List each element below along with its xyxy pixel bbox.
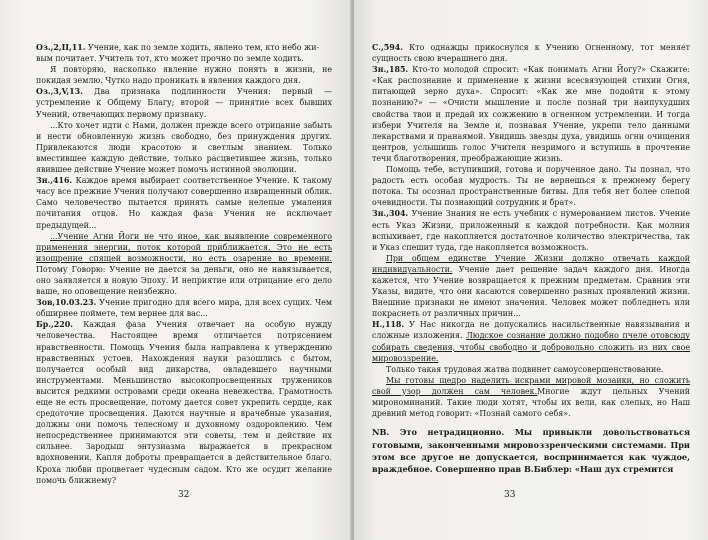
page-number-right: 33 [504, 490, 516, 500]
citation-ref: Н.,118. [372, 320, 405, 330]
paragraph [372, 164, 690, 208]
paragraph-text: Учение дает решение задач каждого дня. Иногда кажется, что Учение возвращается к прежним предметам. Сравнив эти Указы, видите, что они касаются совершенно разных проявлений жизни. Внешние признаки не имеют значения. Человек может побледнеть или покраснеть от различных причин... [372, 264, 690, 319]
paragraph [36, 297, 332, 319]
paragraph-text: Кто однажды прикоснулся к Учению Огненному, тот меняет сущность свою вчерашнего дня. [372, 43, 690, 64]
right-text-column [372, 42, 690, 476]
paragraph-text: вым почитает. Учитель тот, кто может прочно по земле ходить. [36, 54, 304, 64]
paragraph [36, 175, 332, 230]
paragraph [36, 42, 332, 53]
paragraph [372, 364, 690, 375]
citation-ref: Зн.,416. [36, 176, 73, 186]
paragraph [372, 64, 690, 164]
left-page [0, 0, 352, 540]
paragraph-text: Кто-то молодой спросит: «Как понимать Агни Йогу?» Скажите: «Как распознание и применение к жизни всесвязующей стихии Огня, питающей зерно духа». Спросит: «Как же мне подойти к этому познанию?» — «Очисти мышление и после познай три наипухудших свойства твои и предай их сожжению в огненном устремлении. И тогда избери Учителя на Земле и, познавая Учение, укрепи тело данными лекарствами и пранаямой. Увидишь звезды духа, увидишь огни очищения центров, услышишь голос Учителя незримого и вступишь в прочтение течи благотворения, преображающие жизнь. [372, 65, 690, 163]
paragraph-text: Потому Говорю: Учение не дается за деньги, оно не навязывается, оно заявляется в новую Эпоху. И неприятие или отрицание его дело ваше, но оповещение неизбежно. [36, 264, 332, 297]
paragraph-text: Я повторяю, насколько явление нужно понять в жизни, не покидая землю. Чутко надо проникать в явления каждого дня. [36, 65, 332, 86]
paragraph [372, 253, 690, 320]
citation-ref: Зн.,304. [372, 209, 409, 219]
underlined-text: Мы готовы щедро наделить искрами мировой мозаики, но сложить свой узор должен сам человек. [372, 375, 690, 396]
paragraph-text: У Нас никогда не допускались насильственные навязывания и сложные изложения. [372, 320, 690, 341]
citation-ref: Зн.,185. [372, 65, 409, 75]
right-page [354, 0, 708, 540]
citation-ref: Зов,10.03.23. [36, 298, 97, 308]
paragraph [36, 319, 332, 485]
paragraph-text: Учение Знания не есть учебник с нумерованием листов. Учение есть Указ Жизни, приложенный к каждой потребности. Как молния вспыхивает, где накопляется достаточное количество электричества, так и Указ спешит туда, где накопляется возможность. [372, 209, 690, 252]
paragraph-text: ...Кто хочет идти с Нами, должен прежде всего отрицание забыть и нести обновленную жизнь свободно, без принуждения других. Привлекаются люди красотою и светлым знанием. Только вместившее каждую действие, только расцветившее жизнь, только явившее действие Учение может помочь истинной эволюции. [36, 120, 332, 175]
citation-ref: С.,594. [372, 43, 403, 52]
nb-note: NB. Это нетрадиционно. Мы привыкли довольствоваться готовыми, законченными мировоззренческими системами. При этом все другое не допускается, воспринимается как чуждое, враждебное. Совершенно прав В.Библер: «Наш дух стремится [372, 427, 690, 475]
spacer [372, 419, 690, 424]
paragraph [372, 42, 690, 64]
paragraph [372, 319, 690, 363]
page-number-left: 32 [178, 490, 190, 500]
citation-ref: Оз.,2,II,11. [36, 43, 86, 52]
paragraph-text: Помощь тебе, вступивший, готова и порученное дано. Ты познал, что радость есть особая мудрость. Ты не вернешься к прежнему берегу потока. Ты осознал пространственные битвы. Для тебя нет более слепой очевидности. Ты познающий сотрудник и брат». [372, 165, 690, 208]
paragraph-text: Учение пригодно для всего мира, для всех сущих. Чем обширнее поймете, тем вернее для вас... [36, 298, 332, 319]
citation-ref: Оз.,3,V,13. [36, 87, 83, 97]
paragraph [372, 375, 690, 419]
underlined-text: При общем единстве Учение Жизни должно отвечать каждой индивидуальности. [372, 253, 690, 274]
paragraph-text: Только такая трудовая жатва подвинет самоусовершенствование. [386, 364, 664, 374]
paragraph-text: Каждая фаза Учения отвечает на особую нужду человечества. Настоящее время отличается потрясением нравственности. Помощь Учения была направлена к утверждению нравственных устоев. Нахождения науки разошлись с бытом, получается особый вид дикарства, овладевшего научными инструментами. Меньшинство высокопросвещенных тружеников высится редкими островами среди океана невежества. Грамотность еще не есть просвещение, потому дается совет укрепить сердце, как средоточие просвещения. Даются научные и врачебные указания, должны они помочь телесному и духовному оздоровлению. Чем непосредственнее принимаются эти советы, тем и действие их сильнее. Зародыш энтузиазма выражается в прекрасном вдохновении. Капля доброты превращается в действительное благо. Кроха любви процветает чудесным садом. Кто же осудит желание помочь ближнему? [36, 320, 332, 485]
paragraph-text: Многие ждут цельных Учений мирономинаний. Такие люди хотят, чтобы их вели, как слепых, но Наш древний метод говорит: «Познай самого себя». [372, 386, 690, 419]
citation-ref: Бр.,220. [36, 320, 73, 330]
paragraph [36, 53, 332, 64]
paragraph [36, 86, 332, 119]
paragraph-text: Два признака подлинности Учения: первый — устремление к Общему Благу; второй — принятие всех бывших Учений, отвечающих первому признаку. [36, 87, 332, 119]
paragraph-text: Каждое время выбирает соответственное Учение. К такому часу все прежние Учения получают совершенно извращенный облик. Само человечество пытается принять самые нелепые умаления почитания отцов. Но каждая фаза Учения не исключает предыдущей... [36, 176, 332, 230]
underlined-text: ...Учение Агни Йоги не что иное, как выявление современного применения энергии, поток которой приближается. Это не есть изощрение спящей возможности, но есть озарение во времени. [36, 231, 332, 263]
underlined-text: Людское сознание должно подобно пчеле отовсюду собирать сведения, чтобы свободно и добровольно сложить из них свое мировоззрение. [372, 331, 690, 363]
left-text-column [36, 42, 332, 486]
paragraph [372, 208, 690, 252]
paragraph [36, 120, 332, 175]
paragraph [36, 231, 332, 298]
paragraph [36, 64, 332, 86]
paragraph-text: Учение, как по земле ходить, явлено тем, кто небо жи- [85, 43, 320, 52]
